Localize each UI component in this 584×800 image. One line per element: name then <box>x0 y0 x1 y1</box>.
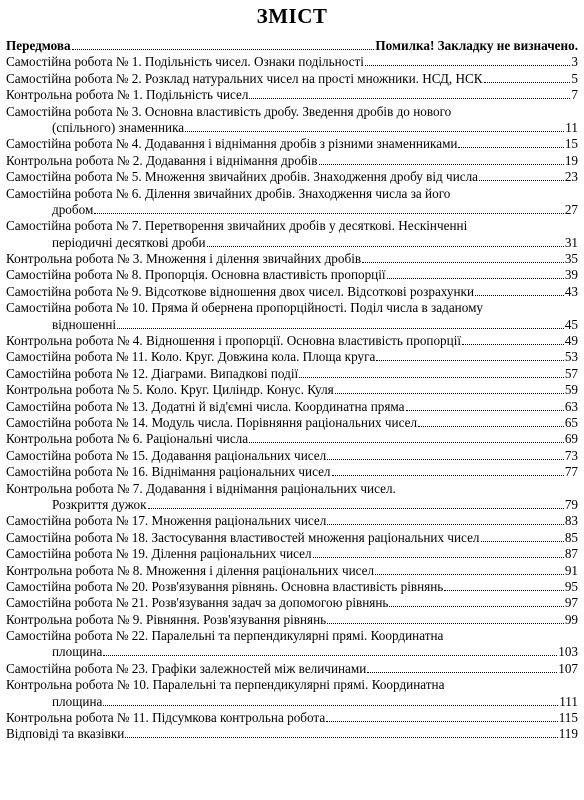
dot-leader <box>327 623 564 624</box>
toc-page-number: 3 <box>571 54 578 70</box>
toc-entry-title: Контрольна робота № 4. Відношення і пропорції. Основна властивість пропорції <box>6 333 462 349</box>
dot-leader <box>462 344 564 345</box>
toc-entry-title: Самостійна робота № 15. Додавання раціональних чисел <box>6 447 327 463</box>
toc-entry-title: Контрольна робота № 11. Підсумкова контрольна робота <box>6 710 326 726</box>
dot-leader <box>365 65 570 66</box>
toc-entry-line <box>6 415 578 431</box>
dot-leader <box>148 508 564 509</box>
toc-entry-line <box>6 300 578 316</box>
toc-entry-line <box>6 153 578 169</box>
toc-entry-line <box>6 399 578 415</box>
dot-leader <box>458 147 563 148</box>
toc-entry[interactable] <box>6 710 578 726</box>
toc-entry[interactable] <box>6 136 578 152</box>
toc-page-number: 49 <box>564 333 578 349</box>
dot-leader <box>389 606 563 607</box>
toc-entry-line <box>6 71 578 87</box>
toc-entry-title: Самостійна робота № 3. Основна властивість дробу. Зведення дробів до нового <box>6 103 452 119</box>
toc-page-number: 95 <box>564 578 578 594</box>
toc-entry-line <box>6 54 578 70</box>
toc-entry-title: Контрольна робота № 10. Паралельні та перпендикулярні прямі. Координатна <box>6 677 445 693</box>
toc-entry-title: Самостійна робота № 23. Графіки залежностей між величинами <box>6 660 367 676</box>
toc-page-number: 7 <box>571 87 578 103</box>
toc-entry[interactable] <box>6 677 578 710</box>
toc-entry[interactable] <box>6 448 578 464</box>
toc-entry[interactable] <box>6 71 578 87</box>
toc-entry-title: періодичні десяткові дроби <box>52 234 206 250</box>
toc-entry-title: Контрольна робота № 3. Множення і ділення звичайних дробів <box>6 251 362 267</box>
toc-entry-line <box>6 628 578 644</box>
page-title: ЗМІСТ <box>256 4 328 28</box>
toc-page-number: 97 <box>564 595 578 611</box>
toc-entry-title: Самостійна робота № 4. Додавання і віднімання дробів з різними знаменниками <box>6 136 458 152</box>
toc-entry[interactable] <box>6 513 578 529</box>
toc-page-number: 23 <box>564 169 578 185</box>
toc-entry[interactable] <box>6 169 578 185</box>
dot-leader <box>481 541 564 542</box>
toc-page-number: 11 <box>565 119 578 135</box>
dot-leader <box>418 426 564 427</box>
toc-entry-title: Самостійна робота № 14. Модуль числа. Порівняння раціональних чисел <box>6 414 418 430</box>
toc-entry-line <box>6 530 578 546</box>
toc-entry-line <box>6 251 578 267</box>
toc-page-number: 39 <box>564 267 578 283</box>
toc-page-number: 103 <box>558 644 578 660</box>
toc-entry-title: Розкриття дужок <box>52 496 147 512</box>
toc-entry-title: Самостійна робота № 19. Ділення раціональних чисел <box>6 546 312 562</box>
toc-entry[interactable] <box>6 153 578 169</box>
toc-page-number: 111 <box>559 693 578 709</box>
toc-entry-line <box>6 513 578 529</box>
toc-entry-title: Самостійна робота № 6. Ділення звичайних дробів. Знаходження числа за його <box>6 185 451 201</box>
toc-entry-title: Самостійна робота № 12. Діаграми. Випадкові події <box>6 365 299 381</box>
toc-entry-line <box>6 579 578 595</box>
toc-entry[interactable] <box>6 54 578 70</box>
toc-entry-title: Самостійна робота № 17. Множення раціональних чисел <box>6 513 327 529</box>
dot-leader <box>406 410 564 411</box>
toc-entry-title: Передмова <box>6 38 71 53</box>
dot-leader <box>185 131 564 132</box>
toc-entry[interactable] <box>6 464 578 480</box>
dot-leader <box>376 360 563 361</box>
toc-entry-title: Самостійна робота № 8. Пропорція. Основна властивість пропорції <box>6 267 386 283</box>
toc-page-number: 53 <box>564 349 578 365</box>
dot-leader <box>207 246 564 247</box>
toc-entry-line <box>6 87 578 103</box>
dot-leader <box>327 524 563 525</box>
toc-entry-line <box>6 612 578 628</box>
toc-page-number: 77 <box>564 464 578 480</box>
toc-entry[interactable] <box>6 366 578 382</box>
dot-leader <box>72 49 375 50</box>
toc-entry-title: Самостійна робота № 2. Розклад натуральних чисел на прості множники. НСД, НСК <box>6 70 483 86</box>
toc-entry[interactable] <box>6 382 578 398</box>
toc-entry-line <box>6 169 578 185</box>
toc-entry-line <box>6 644 578 660</box>
toc-entry[interactable] <box>6 579 578 595</box>
toc-entry[interactable] <box>6 563 578 579</box>
toc-entry-title: площина <box>52 644 103 660</box>
toc-entry-line <box>6 317 578 333</box>
toc-page-number: 15 <box>564 136 578 152</box>
toc-page-number: 87 <box>564 546 578 562</box>
toc-entry-line <box>6 202 578 218</box>
toc-page-number: 45 <box>564 316 578 332</box>
toc-entry-title: Контрольна робота № 5. Коло. Круг. Циліндр. Конус. Куля <box>6 382 334 398</box>
toc-entry-line <box>6 366 578 382</box>
dot-leader <box>249 98 570 99</box>
toc-entry-line <box>6 120 578 136</box>
dot-leader <box>335 393 564 394</box>
toc-page-number: Помилка! Закладку не визначено. <box>375 38 578 53</box>
toc-entry[interactable] <box>6 415 578 431</box>
toc-entry-title: Самостійна робота № 9. Відсоткове відношення двох чисел. Відсоткові розрахунки <box>6 283 474 299</box>
toc-entry[interactable] <box>6 349 578 365</box>
toc-entry[interactable] <box>6 399 578 415</box>
toc-entry-title: Контрольна робота № 7. Додавання і віднімання раціональних чисел. <box>6 480 396 496</box>
toc-entry-line <box>6 333 578 349</box>
toc-entry-line <box>6 726 578 742</box>
toc-entry-line <box>6 382 578 398</box>
dot-leader <box>103 655 557 656</box>
dot-leader <box>117 328 564 329</box>
dot-leader <box>249 442 564 443</box>
dot-leader <box>362 262 564 263</box>
toc-page-number: 63 <box>564 398 578 414</box>
toc-entry-title: Контрольна робота № 1. Подільність чисел <box>6 87 249 103</box>
toc-entry[interactable] <box>6 218 578 251</box>
toc-entry[interactable] <box>6 481 578 514</box>
dot-leader <box>103 705 558 706</box>
toc-page-number: 35 <box>564 251 578 267</box>
toc-entry-title: Відповіді та вказівки <box>6 726 125 742</box>
toc-page-number: 57 <box>564 365 578 381</box>
toc-page-number: 31 <box>564 234 578 250</box>
toc-entry-line <box>6 104 578 120</box>
dot-leader <box>327 459 564 460</box>
toc-page-number: 65 <box>564 414 578 430</box>
toc-entry-title: Самостійна робота № 7. Перетворення звичайних дробів у десяткові. Нескінченні <box>6 218 468 234</box>
table-of-contents <box>6 38 578 743</box>
toc-entry-title: Самостійна робота № 10. Пряма й обернена пропорційності. Поділ числа в заданому <box>6 300 484 316</box>
toc-page-number: 43 <box>564 283 578 299</box>
toc-entry[interactable] <box>6 628 578 661</box>
toc-entry[interactable] <box>6 300 578 333</box>
toc-entry-line <box>6 267 578 283</box>
toc-page-number: 107 <box>558 660 578 676</box>
toc-entry-line <box>6 481 578 497</box>
toc-page-number: 119 <box>558 726 578 742</box>
toc-page-number: 99 <box>564 611 578 627</box>
toc-entry-line <box>6 710 578 726</box>
dot-leader <box>326 721 558 722</box>
toc-entry-title: Самостійна робота № 16. Віднімання раціональних чисел <box>6 464 331 480</box>
toc-entry-line <box>6 186 578 202</box>
toc-entry[interactable] <box>6 104 578 137</box>
dot-leader <box>387 278 564 279</box>
toc-entry-line <box>6 218 578 234</box>
dot-leader <box>94 213 564 214</box>
toc-page-number: 69 <box>564 431 578 447</box>
toc-entry-title: площина <box>52 693 103 709</box>
toc-entry[interactable] <box>6 661 578 677</box>
dot-leader <box>484 82 571 83</box>
dot-leader <box>125 737 557 738</box>
toc-entry-title: Самостійна робота № 13. Додатні й від'ємні числа. Координатна пряма <box>6 398 405 414</box>
toc-page-number: 91 <box>564 562 578 578</box>
dot-leader <box>299 377 564 378</box>
toc-entry-line <box>6 136 578 152</box>
toc-entry[interactable] <box>6 612 578 628</box>
toc-entry-line <box>6 235 578 251</box>
toc-entry-line <box>6 677 578 693</box>
dot-leader <box>475 295 564 296</box>
toc-entry[interactable] <box>6 186 578 219</box>
toc-entry[interactable] <box>6 431 578 447</box>
toc-entry-title: Самостійна робота № 11. Коло. Круг. Довжина кола. Площа круга <box>6 349 376 365</box>
toc-entry[interactable] <box>6 595 578 611</box>
toc-entry-title: Самостійна робота № 22. Паралельні та перпендикулярні прямі. Координатна <box>6 628 444 644</box>
toc-entry[interactable] <box>6 251 578 267</box>
dot-leader <box>479 180 564 181</box>
toc-entry[interactable] <box>6 38 578 54</box>
toc-page-number: 85 <box>564 529 578 545</box>
toc-entry-line <box>6 431 578 447</box>
toc-entry-line <box>6 563 578 579</box>
dot-leader <box>313 557 564 558</box>
toc-entry-title: Контрольна робота № 9. Рівняння. Розв'язування рівнянь <box>6 611 327 627</box>
toc-page-number: 73 <box>564 447 578 463</box>
dot-leader <box>375 574 564 575</box>
toc-entry-line <box>6 284 578 300</box>
toc-page-number: 115 <box>558 710 578 726</box>
toc-entry[interactable] <box>6 530 578 546</box>
toc-entry[interactable] <box>6 546 578 562</box>
toc-entry-line <box>6 448 578 464</box>
dot-leader <box>367 672 557 673</box>
toc-entry-line <box>6 546 578 562</box>
toc-entry-line <box>6 497 578 513</box>
toc-page-number: 79 <box>564 496 578 512</box>
dot-leader <box>444 590 564 591</box>
toc-entry-title: Самостійна робота № 20. Розв'язування рівнянь. Основна властивість рівнянь <box>6 578 444 594</box>
toc-entry-title: Контрольна робота № 8. Множення і ділення раціональних чисел <box>6 562 375 578</box>
toc-entry-title: Самостійна робота № 5. Множення звичайних дробів. Знаходження дробу від числа <box>6 169 479 185</box>
toc-entry[interactable] <box>6 87 578 103</box>
toc-page-number: 19 <box>564 152 578 168</box>
toc-entry-line <box>6 464 578 480</box>
toc-entry[interactable] <box>6 267 578 283</box>
toc-entry-title: відношенні <box>52 316 117 332</box>
toc-entry-line <box>6 694 578 710</box>
toc-entry[interactable] <box>6 726 578 742</box>
toc-entry-title: дробом <box>52 201 94 217</box>
toc-page-number: 83 <box>564 513 578 529</box>
toc-entry-title: Контрольна робота № 6. Раціональні числа <box>6 431 249 447</box>
toc-entry-line <box>6 595 578 611</box>
toc-page-number: 27 <box>564 201 578 217</box>
dot-leader <box>319 164 564 165</box>
toc-entry-title: Контрольна робота № 2. Додавання і віднімання дробів <box>6 152 318 168</box>
toc-entry-line <box>6 349 578 365</box>
toc-entry[interactable] <box>6 284 578 300</box>
toc-entry-title: Самостійна робота № 21. Розв'язування задач за допомогою рівнянь <box>6 595 389 611</box>
toc-page-number: 59 <box>564 382 578 398</box>
toc-entry-title: (спільного) знаменника <box>52 119 185 135</box>
toc-entry[interactable] <box>6 333 578 349</box>
toc-entry-line <box>6 38 578 54</box>
toc-entry-title: Самостійна робота № 1. Подільність чисел. Ознаки подільності <box>6 54 364 70</box>
toc-page-number: 5 <box>571 70 578 86</box>
dot-leader <box>332 475 564 476</box>
toc-entry-line <box>6 661 578 677</box>
toc-entry-title: Самостійна робота № 18. Застосування властивостей множення раціональних чисел <box>6 529 480 545</box>
